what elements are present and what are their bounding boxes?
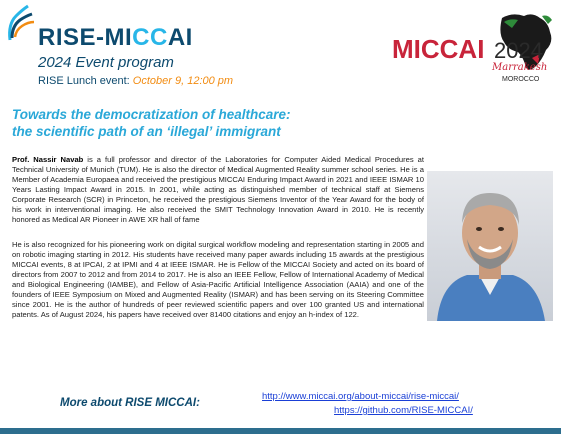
github-rise-link[interactable]: https://github.com/RISE-MICCAI/: [334, 405, 473, 416]
miccai-2024-logo: [392, 8, 557, 88]
bio-paragraph-1-text: is a full professor and director of the Laboratories for Computer Aided Medical Procedures at Technical University of Munich (TUM). He is also the director of Medical Augmented Reality summer school series. He is a Member of Academia Europaea and received the prestigious MICCAI Enduring Impact Award in 2021 and IEEE ISMAR 10 Years Lasting Impact Award in 2015. In 2001, while acting as distinguished member of technical staff at Siemens Corporate Research (SCR) in Princeton, he received the prestigious Siemens Inventor of the Year Award for the body of his work in interventional imaging. He also received the SMIT Technology Innovation Award in 2010. He is recently honored as Medical AR Pioneer in AWE XR hall of fame: [12, 155, 424, 224]
talk-title: [12, 106, 342, 140]
rise-miccai-brand: RISE-MICCAI: [38, 24, 193, 51]
miccai-logo-name: MICCAI: [392, 34, 485, 64]
bio-paragraph-2: He is also recognized for his pioneering work on digital surgical workflow modeling and representation starting in 2005 and on robotic imaging starting in 2012. His students have received many paper awards including 15 awards at the prestigious MICCAI events, 8 at IPCAI, 2 at IPMI and 4 at IEEE ISMAR. He is Fellow of the MICCAI Society and acted on its board of directors from 2007 to 2012 and from 2014 to 2017. He is also an IEEE Fellow, Fellow of International Academy of Medical and Biological Engineering (IAMBE), and Fellow of Asia-Pacific Artificial Intelligence Association (AAIA) and one of the founders of IEEE Symposium on Mixed and Augmented Reality (ISMAR) and has been serving on its Steering Committee since 2001. He is the author of hundreds of peer reviewed scientific papers and over 100 granted US and international patents. As of August 2024, his papers have received over 81400 citations and enjoy an h-index of 122.: [12, 240, 424, 319]
lunch-date: October 9, 12:00 pm: [132, 75, 234, 87]
event-program-title: 2024 Event program: [38, 54, 174, 71]
rise-miccai-logo-icon: [6, 4, 36, 42]
bio-paragraph-1: [12, 155, 424, 225]
speaker-photo: [427, 171, 553, 321]
miccai-logo-country: MOROCCO: [502, 76, 540, 83]
talk-title-line1: Towards the democratization of healthcare:: [12, 107, 291, 122]
speaker-name: Prof. Nassir Navab: [12, 155, 84, 164]
miccai-logo-year: 2024: [494, 38, 543, 63]
miccai-logo-city: Marrakesh: [492, 62, 548, 73]
more-about-label: More about RISE MICCAI:: [60, 397, 200, 409]
miccai-rise-link[interactable]: http://www.miccai.org/about-miccai/rise-miccai/: [262, 391, 459, 402]
talk-title-line2: the scientific path of an ‘illegal’ immigrant: [12, 124, 281, 139]
lunch-event-line: [38, 75, 233, 87]
lunch-label: RISE Lunch event:: [38, 75, 130, 87]
bottom-accent-bar: [0, 428, 561, 434]
